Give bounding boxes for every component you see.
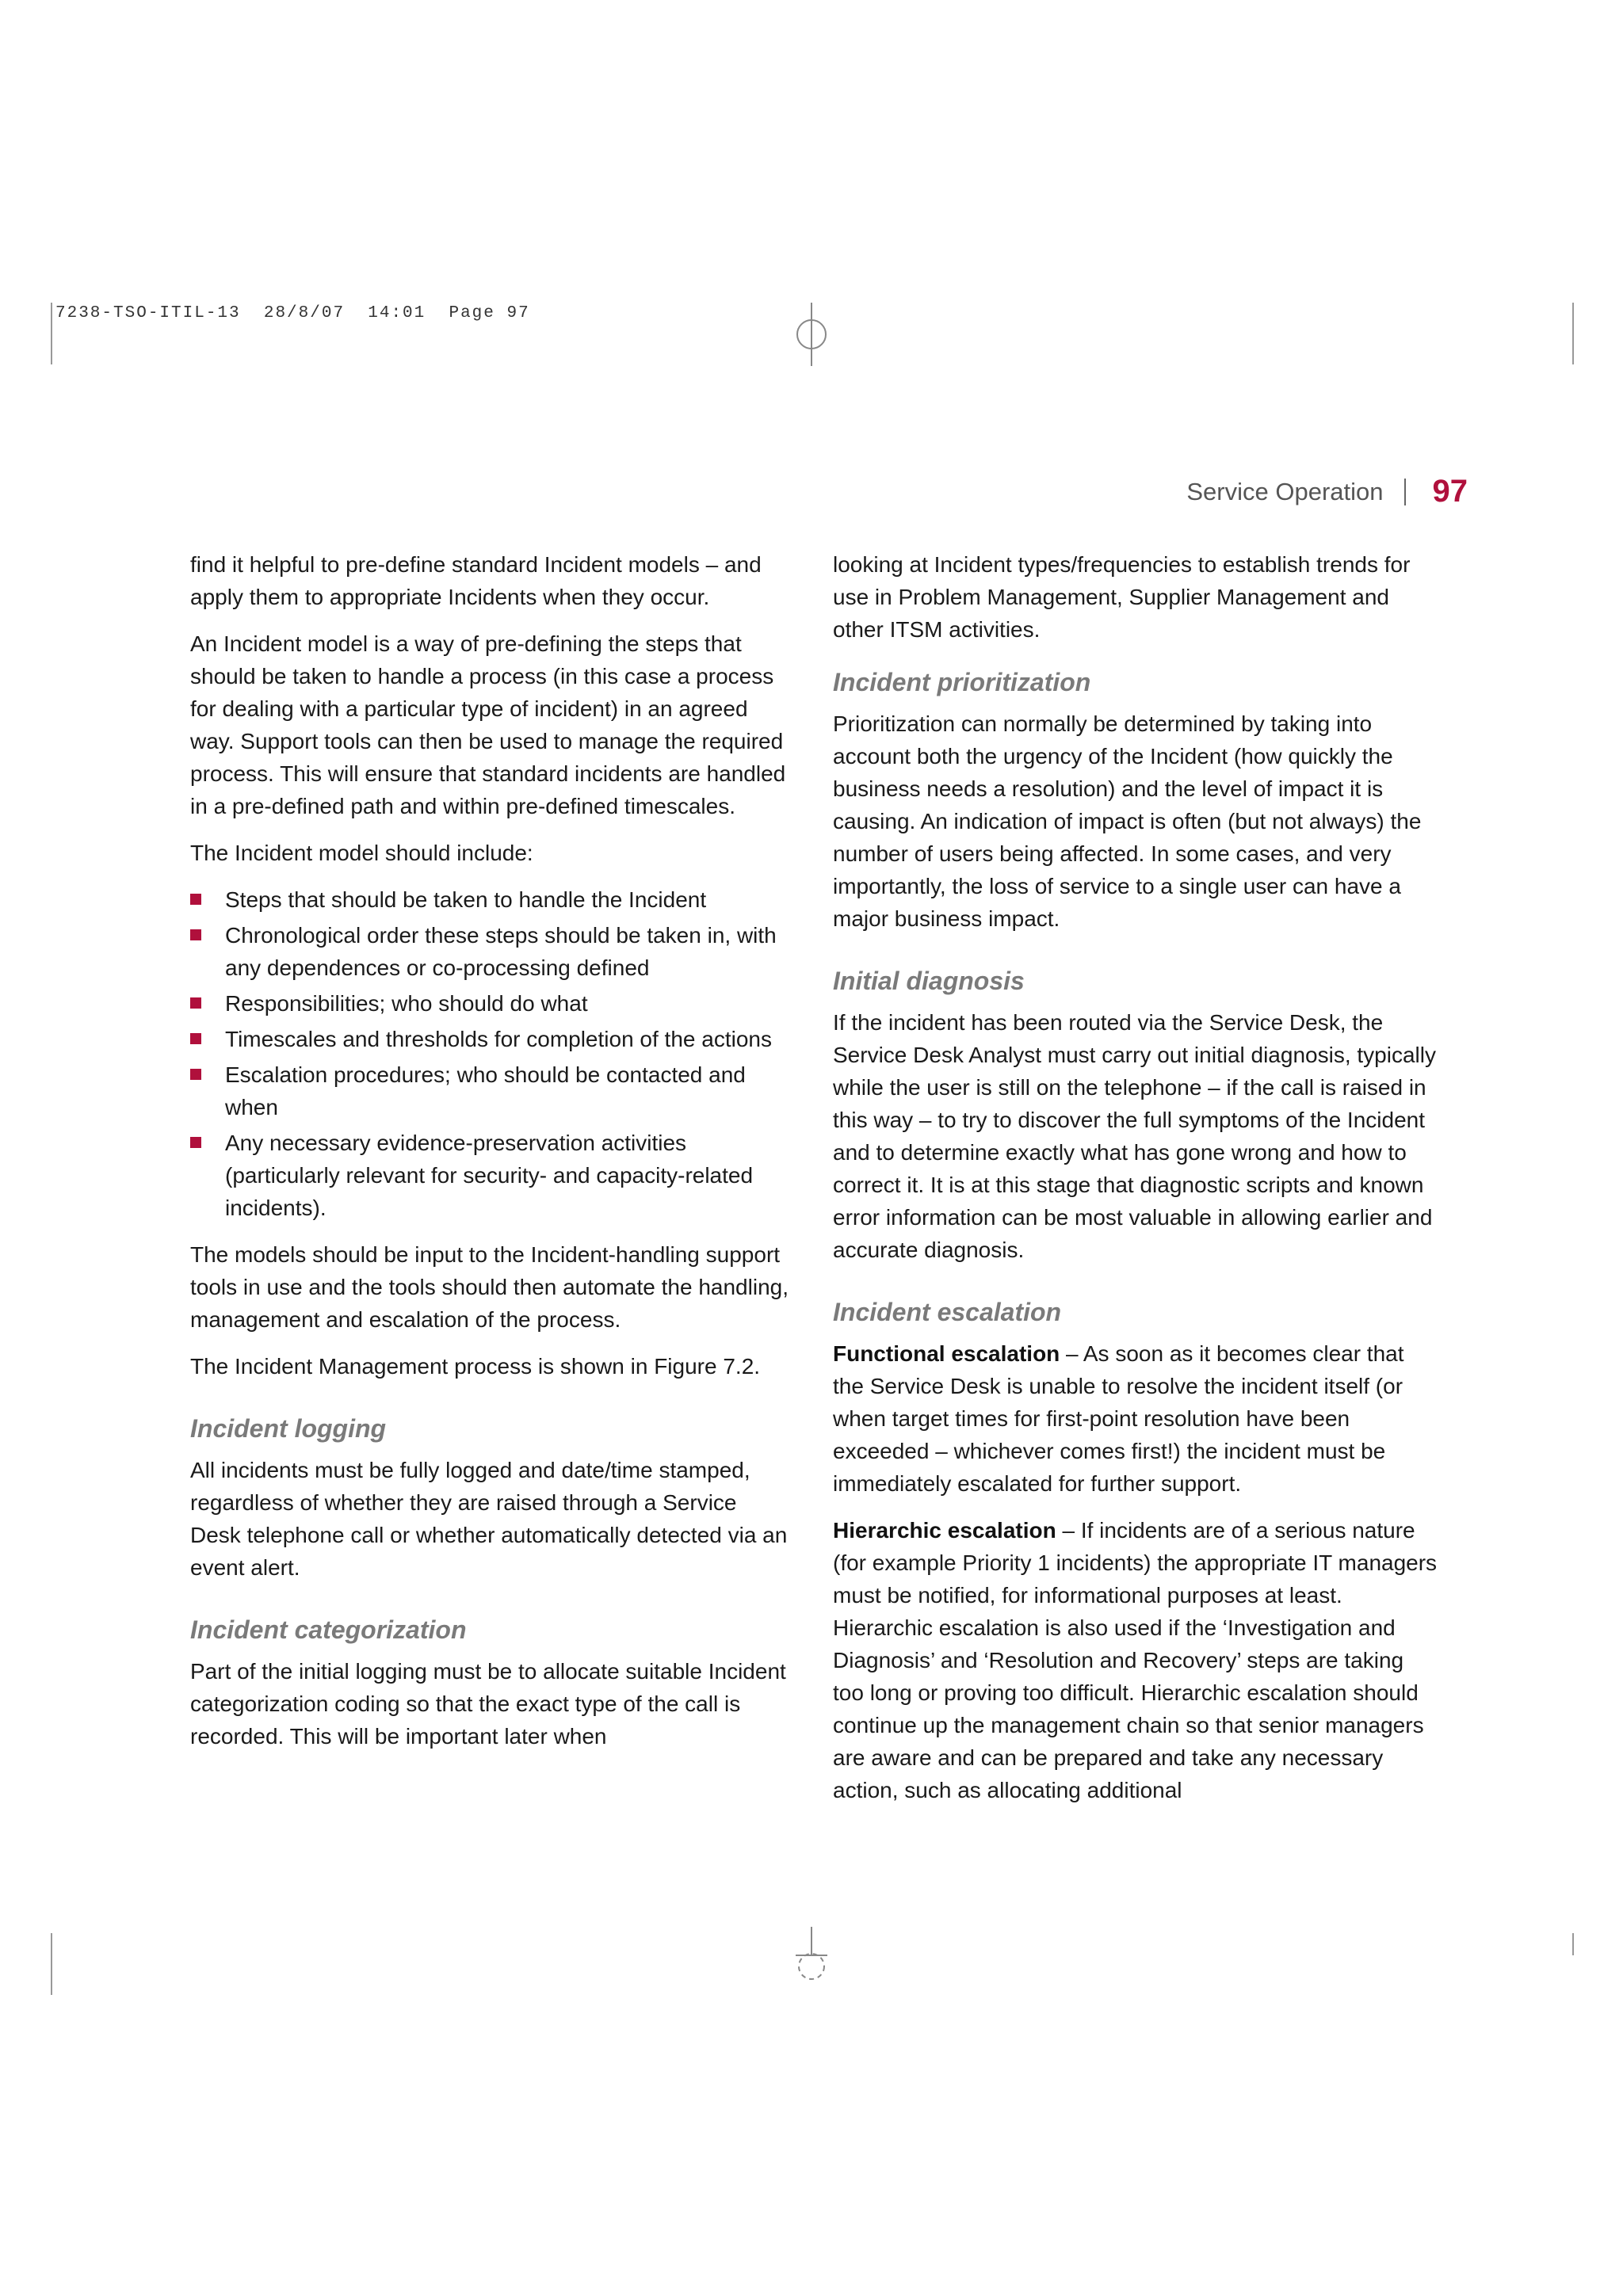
term-functional-escalation: Functional escalation — [833, 1341, 1060, 1366]
bullet-square-icon — [190, 1069, 201, 1080]
running-head-divider — [1404, 479, 1406, 505]
section-heading-incident-prioritization: Incident prioritization — [833, 668, 1091, 696]
paragraph: Prioritization can normally be determined by taking into account both the urgency of the Incident (how quickly the business needs a resolution) and the level of impact it is causing. An indication of impact is often (but not always) the number of users being affected. In some cases, and very importantly, the loss of service to a single user can have a major business impact. — [833, 711, 1422, 931]
list-item — [190, 919, 792, 984]
section-heading-incident-logging: Incident logging — [190, 1414, 387, 1443]
crop-mark-bottom-left — [51, 1933, 52, 1995]
page-number: 97 — [1432, 474, 1468, 509]
bullet-square-icon — [190, 997, 201, 1009]
paragraph: All incidents must be fully logged and date/time stamped, regardless of whether they are raised through a Service Desk telephone call or whether automatically detected via an event alert. — [190, 1458, 788, 1580]
paragraph: Part of the initial logging must be to allocate suitable Incident categorization coding so that the exact type of the call is recorded. This will be important later when — [190, 1659, 786, 1749]
paragraph-hierarchic-escalation — [833, 1514, 1439, 1806]
section-heading-incident-categorization: Incident categorization — [190, 1615, 467, 1644]
right-column — [833, 548, 1439, 1821]
bullet-square-icon — [190, 1033, 201, 1044]
paragraph-functional-escalation — [833, 1337, 1439, 1500]
incident-model-list — [190, 883, 792, 1224]
list-item-text: Steps that should be taken to handle the Incident — [225, 887, 707, 912]
list-item — [190, 883, 792, 916]
paragraph: An Incident model is a way of pre-defining the steps that should be taken to handle a process (in this case a process for dealing with a particular type of incident) in an agreed way. Support tools can then be used to manage the required process. This will ensure that standard incidents are handled in a pre-defined path and within pre-defined timescales. — [190, 631, 786, 818]
bullet-square-icon — [190, 929, 201, 940]
functional-escalation-text: – As soon as it becomes clear that the Service Desk is unable to resolve the incident itself (or when target times for first-point resolution have been exceeded – whichever comes first!) the incident must be immediately escalated for further support. — [833, 1341, 1404, 1496]
running-head — [1186, 474, 1468, 509]
list-item — [190, 1023, 792, 1055]
left-column — [190, 548, 792, 1767]
hierarchic-escalation-text: – If incidents are of a serious nature (for example Priority 1 incidents) the appropriate IT managers must be notified, for informational purposes at least. Hierarchic escalation is also used if the ‘Investigation and Diagnosis’ and ‘Resolution and Recovery’ steps are taking too long or proving too difficult. Hierarchic escalation should continue up the management chain so that senior managers are aware and can be prepared and take any necessary action, such as allocating additional — [833, 1518, 1438, 1802]
bullet-square-icon — [190, 1137, 201, 1148]
registration-mark-bottom-icon — [792, 1927, 831, 1990]
section-heading-initial-diagnosis: Initial diagnosis — [833, 967, 1025, 995]
list-item-text: Chronological order these steps should be taken in, with any dependences or co-processing defined — [225, 923, 777, 980]
list-item — [190, 1058, 792, 1123]
list-item-text: Timescales and thresholds for completion of the actions — [225, 1027, 772, 1051]
registration-mark-top-icon — [792, 303, 831, 366]
term-hierarchic-escalation: Hierarchic escalation — [833, 1518, 1056, 1543]
paragraph: find it helpful to pre-define standard Incident models – and apply them to appropriate Incidents when they occur. — [190, 552, 762, 609]
bullet-square-icon — [190, 894, 201, 905]
section-heading-incident-escalation: Incident escalation — [833, 1298, 1062, 1326]
paragraph: looking at Incident types/frequencies to establish trends for use in Problem Management, Supplier Management and other ITSM activities. — [833, 552, 1411, 642]
list-item-text: Any necessary evidence-preservation activities (particularly relevant for security- and capacity-related incidents). — [225, 1131, 754, 1220]
list-item — [190, 1127, 792, 1224]
paragraph: If the incident has been routed via the Service Desk, the Service Desk Analyst must carry out initial diagnosis, typically while the user is still on the telephone – if the call is raised in this way – to try to discover the full symptoms of the Incident and to determine exactly what has gone wrong and how to correct it. It is at this stage that diagnostic scripts and known error information can be most valuable in allowing earlier and accurate diagnosis. — [833, 1010, 1436, 1262]
crop-mark-bottom-right — [1572, 1933, 1574, 1955]
paragraph: The models should be input to the Incident-handling support tools in use and the tools should then automate the handling, management and escalation of the process. — [190, 1242, 789, 1332]
crop-mark-top-left — [51, 303, 52, 364]
paragraph: The Incident Management process is shown in Figure 7.2. — [190, 1354, 761, 1379]
printer-slug: 7238-TSO-ITIL-13 28/8/07 14:01 Page 97 — [55, 304, 530, 322]
paragraph: The Incident model should include: — [190, 841, 533, 865]
list-item-text: Escalation procedures; who should be contacted and when — [225, 1062, 746, 1119]
crop-mark-top-right — [1572, 303, 1574, 364]
running-head-title: Service Operation — [1186, 477, 1384, 505]
list-item — [190, 987, 792, 1020]
list-item-text: Responsibilities; who should do what — [225, 991, 588, 1016]
